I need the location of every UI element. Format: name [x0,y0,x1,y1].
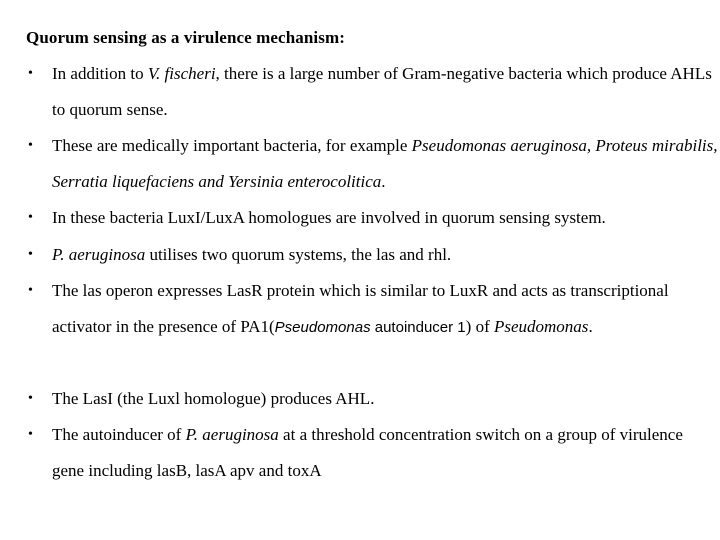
bullet-item [28,200,718,236]
bullet-dot-icon: • [28,210,33,225]
bullet-item [28,273,718,346]
bullet-text: These are medically important bacteria, for example Pseudomonas aeruginosa, Proteus mirabilis, Serratia liquefaciens and Yersinia enterocolitica. [52,136,718,191]
bullet-text: The LasI (the Luxl homologue) produces AHL. [52,389,375,408]
bullet-item [28,56,718,128]
bullet-item [28,417,718,489]
bullet-text: In these bacteria LuxI/LuxA homologues are involved in quorum sensing system. [52,208,606,227]
bullet-item [28,381,718,417]
bullet-dot-icon: • [28,247,33,262]
bullet-dot-icon: • [28,391,33,406]
bullet-dot-icon: • [28,283,33,298]
bullet-text: The autoinducer of P. aeruginosa at a threshold concentration switch on a group of virulence gene including lasB, lasA apv and toxA [52,425,683,480]
bullet-text: The las operon expresses LasR protein which is similar to LuxR and acts as transcriptional activator in the presence of PA1(Pseudomonas autoinducer 1) of Pseudomonas. [52,281,669,336]
bullet-item [28,237,718,273]
bullet-dot-icon: • [28,66,33,81]
slide-title: Quorum sensing as a virulence mechanism: [26,28,345,47]
bullet-text: In addition to V. fischeri, there is a large number of Gram-negative bacteria which produce AHLs to quorum sense. [52,64,712,119]
bullet-text: P. aeruginosa utilises two quorum systems, the las and rhl. [52,245,452,264]
bullet-item [28,128,718,200]
bullet-dot-icon: • [28,138,33,153]
bullet-dot-icon: • [28,427,33,442]
